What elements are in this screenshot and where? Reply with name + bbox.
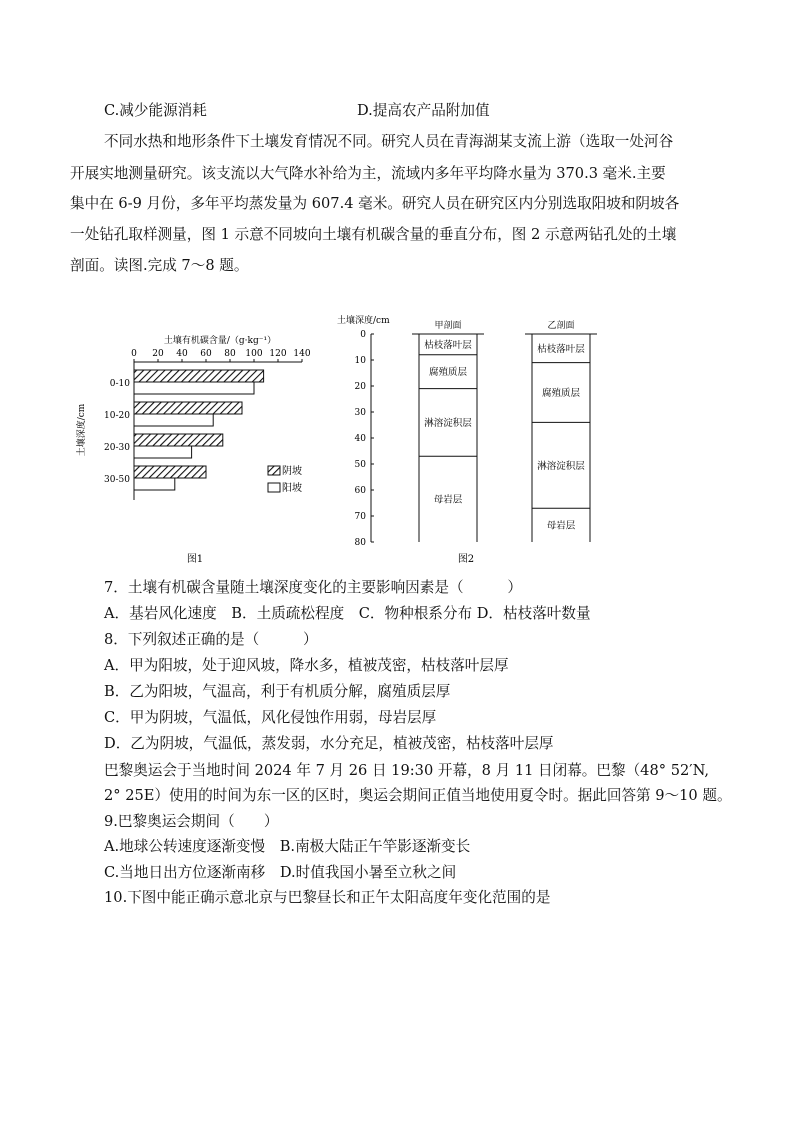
x-tick-label: 60	[200, 349, 212, 359]
intro-line-3: 集中在 6-9 月份，多年平均蒸发量为 607.4 毫米。研究人员在研究区内分别选取阳坡和阴坡各	[70, 195, 680, 212]
organic-carbon-chart	[70, 330, 330, 575]
y-tick-label: 80	[354, 538, 366, 548]
q10-stem: 10.下图中能正确示意北京与巴黎昼长和正午太阳高度年变化范围的是	[104, 889, 551, 906]
y-tick-label: 10	[354, 356, 366, 366]
q8-option-a: A．甲为阳坡，处于迎风坡，降水多，植被茂密，枯枝落叶层厚	[104, 657, 509, 674]
profile-column-title: 乙剖面	[547, 321, 575, 331]
bar-shady-slope	[134, 402, 242, 414]
profile-column-title: 甲剖面	[434, 321, 462, 331]
chart-y-label: 土壤深度/cm	[77, 403, 87, 457]
q8-stem: 8．下列叙述正确的是（ ）	[104, 631, 318, 648]
q9-stem: 9.巴黎奥运会期间（ ）	[104, 813, 279, 830]
layer-label: 母岩层	[546, 520, 576, 532]
soil-profile-diagram	[335, 310, 610, 575]
y-tick-label: 60	[354, 486, 366, 496]
intro-line-1: 不同水热和地形条件下土壤发育情况不同。研究人员在青海湖某支流上游（选取一处河谷	[104, 133, 674, 150]
bar-shady-slope	[134, 370, 264, 382]
y-tick-label: 70	[354, 512, 366, 522]
figure-1-caption: 图1	[186, 554, 204, 565]
figure-2-caption: 图2	[457, 554, 475, 565]
bar-sunny-slope	[134, 382, 254, 394]
q9-options-ab: A.地球公转速度逐渐变慢 B.南极大陆正午竿影逐渐变长	[104, 838, 471, 855]
legend-swatch-shady	[268, 466, 280, 475]
bar-sunny-slope	[134, 446, 192, 458]
category-label: 10-20	[104, 411, 130, 421]
legend-label-sunny: 阳坡	[282, 483, 302, 494]
bar-shady-slope	[134, 434, 223, 446]
bar-shady-slope	[134, 466, 206, 478]
profile-column	[525, 319, 597, 542]
layer-label: 枯枝落叶层	[537, 343, 585, 355]
intro-line-2: 开展实地测量研究。该支流以大气降水补给为主，流域内多年平均降水量为 370.3 毫米.主要	[70, 165, 666, 182]
category-label: 30-50	[104, 475, 130, 485]
x-tick-label: 40	[176, 349, 188, 359]
x-tick-label: 120	[269, 349, 287, 359]
q7-options: A．基岩风化速度 B．土质疏松程度 C．物种根系分布 D．枯枝落叶数量	[104, 605, 591, 622]
chart-title: 土壤有机碳含量/（g·kg⁻¹）	[163, 336, 277, 346]
paris-line-2: 2° 25E）使用的时间为东一区的区时，奥运会期间正值当地使用夏令时。据此回答第 9～10 题。	[104, 787, 732, 804]
paris-line-1: 巴黎奥运会于当地时间 2024 年 7 月 26 日 19:30 开幕，8 月 11 日闭幕。巴黎（48° 52′N,	[104, 762, 710, 779]
layer-label: 腐殖质层	[541, 388, 581, 399]
y-tick-label: 0	[360, 330, 366, 340]
legend-swatch-sunny	[268, 483, 280, 492]
profile-y-label: 土壤深度/cm	[337, 316, 390, 326]
bar-sunny-slope	[134, 478, 175, 490]
layer-label: 淋溶淀积层	[537, 460, 585, 472]
layer-label: 枯枝落叶层	[424, 339, 472, 351]
q9-options-cd: C.当地日出方位逐渐南移 D.时值我国小暑至立秋之间	[104, 864, 457, 881]
x-tick-label: 20	[152, 349, 164, 359]
layer-label: 腐殖质层	[428, 367, 468, 379]
y-tick-label: 20	[354, 382, 366, 392]
y-tick-label: 40	[354, 434, 366, 444]
y-tick-label: 30	[354, 408, 366, 418]
bar-sunny-slope	[134, 414, 213, 426]
x-tick-label: 80	[224, 349, 236, 359]
option-c: C.减少能源消耗	[104, 102, 207, 119]
category-label: 20-30	[104, 443, 130, 453]
q8-option-b: B．乙为阳坡，气温高，利于有机质分解，腐殖质层厚	[104, 683, 451, 700]
q8-option-c: C．甲为阴坡，气温低，风化侵蚀作用弱，母岩层厚	[104, 709, 437, 726]
x-tick-label: 140	[293, 349, 311, 359]
x-tick-label: 0	[131, 349, 137, 359]
option-d: D.提高农产品附加值	[357, 102, 490, 119]
q7-stem: 7．土壤有机碳含量随土壤深度变化的主要影响因素是（ ）	[104, 579, 522, 596]
intro-line-4: 一处钻孔取样测量，图 1 示意不同坡向土壤有机碳含量的垂直分布，图 2 示意两钻孔处的土壤	[70, 226, 677, 243]
layer-label: 淋溶淀积层	[424, 417, 472, 429]
legend-label-shady: 阴坡	[282, 466, 302, 477]
profile-column	[412, 319, 484, 542]
intro-line-5: 剖面。读图.完成 7～8 题。	[70, 257, 249, 274]
x-tick-label: 100	[245, 349, 263, 359]
y-tick-label: 50	[354, 460, 366, 470]
category-label: 0-10	[109, 379, 130, 389]
layer-label: 母岩层	[433, 494, 463, 506]
q8-option-d: D．乙为阴坡，气温低，蒸发弱，水分充足，植被茂密，枯枝落叶层厚	[104, 735, 554, 752]
